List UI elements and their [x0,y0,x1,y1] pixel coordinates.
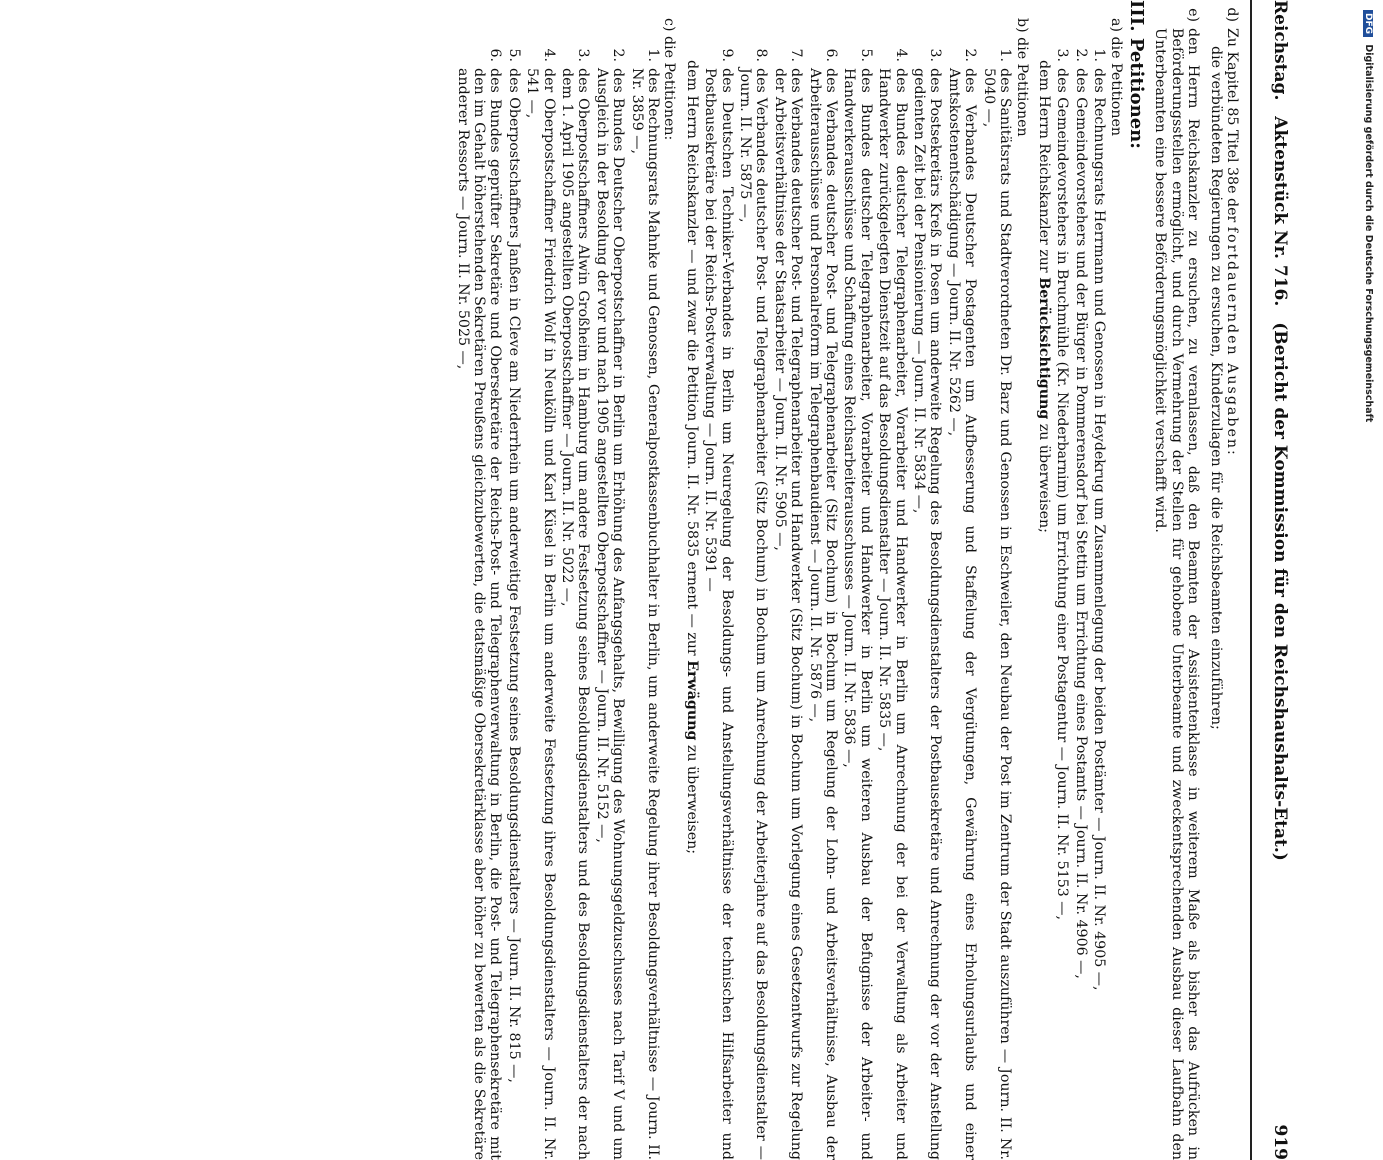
section-d-text [1207,28,1240,1160]
item-number: 4. [876,40,909,68]
item-number: 3. [559,40,592,68]
list-item [505,40,521,1160]
list-item [1054,40,1070,1160]
item-text: des Bundes geprüfter Sekretäre und Obersekretäre der Reichs-Post- und Telegraphenverwaltung in Berlin, die Post- und Telegraphensekretäre mit den im Gehalt höherstehenden Sekretären Preußens gleichzubewerten, die etatsmäßige Obersekretärklasse aber höher zu bewerten als die Sekretäre anderer Ressorts — Journ. II. Nr. 5025 —, [454,68,503,1160]
section-d-label: d) [1207,0,1240,28]
item-text: des Oberpostschaffners Janßen in Cleve am Niederrhein um anderweitige Festsetzung seines Besoldungsdienstalters — Journ. II. Nr. 815 —, [505,68,521,1160]
list-item [593,40,626,1160]
section-3-title: Petitionen: [1126,38,1147,149]
item-number: 1. [980,40,1013,68]
list-item [1072,40,1088,1160]
header-title: (Bericht der Kommission für den Reichshaushalts-Etat.) [1270,322,1290,861]
item-number: 2. [946,40,979,68]
page-header [1250,0,1290,1160]
item-text: des Rechnungsrats Mahnke und Genossen, Generalpostkassenbuchhalter in Berlin, um anderweite Regelung ihrer Besoldungsverhältnisse — Journ. II. Nr. 3859 —, [628,68,661,1160]
petitions-b-list [702,0,1013,1160]
closing-text-end: zu überweisen; [684,745,700,854]
item-text: des Gemeindevorstehers und der Bürger in Pommerensdorf bei Stettin um Errichtung eines Postamts — Journ. II. Nr. 4906 —, [1072,68,1088,1160]
list-item [702,40,735,1160]
item-number: 2. [1072,40,1088,68]
item-number: 5. [505,40,521,68]
item-text: der Oberpostschaffner Friedrich Wolf in Neukölln und Karl Küsel in Berlin um anderweite Festsetzung ihres Besoldungsdienstalters — Journ. II. Nr. 541 —, [524,68,557,1160]
section-3-label: III. [1126,0,1147,32]
list-item [628,40,661,1160]
petitions-a-closing [1036,0,1052,1160]
document-body [452,0,1240,1160]
closing-emphasis: Berücksichtigung [1036,277,1052,419]
page-number: 919 [1270,1125,1290,1160]
item-text: des Postsekretärs Kreß in Posen um anderweite Regelung des Besoldungsdienstalters der Postbausekretäre und Anrechnung der vor der Anstellung gedienten Zeit bei der Pensionierung — Journ. II. Nr. 5834 —, [911,68,944,1160]
item-text: des Verbandes deutscher Post- und Telegraphenarbeiter (Sitz Bochum) in Bochum um Regelung der Lohn- und Arbeitsverhältnisse, Ausbau der Arbeiterausschüsse und Personalreform im Telegraphenbaudienst — Journ. II. Nr. 5876 —, [806,68,839,1160]
item-text: des Bundes Deutscher Oberpostschaffner in Berlin um Erhöhung des Anfangsgehalts, Bewilligung des Wohnungsgeldzuschusses nach Tarif V und um Ausgleich in der Besoldung der vor und nach 1905 angestellten Oberpostschaffner — Journ. II. Nr. 5152 —, [593,68,626,1160]
item-text: des Bundes deutscher Telegraphenarbeiter, Vorarbeiter und Handwerker in Berlin um Anrechnung der bei der Verwaltung als Arbeiter und Handwerker zurückgelegten Dienstzeit auf das Besoldungsdienstalter — Journ. II. Nr. 5835 —, [876,68,909,1160]
closing-text-end: zu überweisen; [1036,424,1052,533]
list-item [876,40,909,1160]
list-item [454,40,503,1160]
header-aktenstueck: Aktenstück Nr. 716. [1270,116,1290,306]
item-number: 1. [628,40,661,68]
item-text: des Rechnungsrats Herrmann und Genossen in Heydekrug um Zusammenlegung der beiden Postämter — Journ. II. Nr. 4905 —, [1091,68,1107,1160]
section-e [1152,0,1201,1160]
item-text: des Verbandes Deutscher Postagenten um Aufbesserung und Staffelung der Vergütungen, Gewährung eines Erholungsurlaubs und einer Amtskostenentschädigung — Journ. II. Nr. 5262 —, [946,68,979,1160]
section-e-text: den Herrn Reichskanzler zu ersuchen, zu veranlassen, daß den Beamten der Assistentenklasse in weiterem Maße als bisher das Aufrücken in Beförderungsstellen ermöglicht, und durch Vermehrung der Stellen für gehobene Unterbeamte und zweckentsprechenden Ausbau dieser Laufbahn den Unterbeamten eine bessere Beförderungsmöglichkeit verschafft wird. [1152,28,1201,1160]
list-item [771,40,804,1160]
item-number: 7. [771,40,804,68]
credit-text-block [1363,10,1374,422]
closing-text: dem Herrn Reichskanzler zur [1036,60,1052,273]
list-item [946,40,979,1160]
petitions-b-label: b) die Petitionen [1013,0,1029,1160]
item-text: des Deutschen Techniker-Verbandes in Berlin um Neuregelung der Besoldungs- und Anstellungsverhältnisse der technischen Hilfsarbeiter und Postbausekretäre bei der Reichs-Postverwaltung — Journ. II. Nr. 5391 — [702,68,735,1160]
list-item [524,40,557,1160]
item-number: 9. [702,40,735,68]
section-e-label: e) [1152,0,1201,28]
item-number: 6. [454,40,503,68]
petitions-c-label: c) die Petitionen: [661,0,677,1160]
item-number: 8. [737,40,770,68]
petitions-b-closing [683,0,699,1160]
item-number: 3. [911,40,944,68]
item-number: 4. [524,40,557,68]
digitization-credit [1356,10,1376,610]
list-item [980,40,1013,1160]
list-item [1091,40,1107,1160]
item-text: des Verbandes deutscher Post- und Telegraphenarbeiter (Sitz Bochum) in Bochum um Anrechnung der Arbeiterjahre auf das Besoldungsdienstalter — Journ. II. Nr. 5875 —, [737,68,770,1160]
header-reichstag: Reichstag. [1270,0,1290,100]
rotated-document-page [70,0,1300,840]
item-number: 2. [593,40,626,68]
section-d-line1a: Zu Kapitel 85 Titel 38e der [1224,28,1240,222]
section-3-heading [1128,0,1144,1160]
petitions-a-list [1054,0,1107,1160]
item-number: 3. [1054,40,1070,68]
section-d-line1b: fortdauernden Ausgaben: [1224,227,1240,457]
item-text: des Gemeindevorstehers in Bruchmühle (Kr. Niederbarnim) um Errichtung einer Postagentur — Journ. II. Nr. 5153 —, [1054,68,1070,1160]
header-left [1270,0,1290,871]
list-item [841,40,874,1160]
closing-text: dem Herrn Reichskanzler — und zwar die Petition Journ. II. Nr. 5835 ernent — zur [684,60,700,656]
section-d-line2: die verbündeten Regierungen zu ersuchen, Kinderzulagen für die Reichsbeamten einzuführen; [1207,28,1223,1160]
item-number: 6. [806,40,839,68]
item-text: des Verbandes deutscher Post- und Telegraphenarbeiter und Handwerker (Sitz Bochum) in Bochum um Vorlegung eines Gesetzentwurfs zur Regelung der Arbeitsverhältnisse der Staatsarbeiter — Journ. II. Nr. 5905 —, [771,68,804,1160]
petitions-a-label: a) die Petitionen [1107,0,1123,1160]
item-text: des Bundes deutscher Telegraphenarbeiter, Vorarbeiter und Handwerker in Berlin um weiteren Ausbau der Befugnisse der Arbeiter- und Handwerkerausschüsse und Schaffung eines Reichsarbeiterausschusses — Journ. II. Nr. 5836 —, [841,68,874,1160]
dfg-logo: DFG [1363,10,1373,37]
list-item [911,40,944,1160]
item-text: des Sanitätsrats und Stadtverordneten Dr. Barz und Genossen in Eschweiler, den Neubau der Post im Zentrum der Stadt auszuführen — Journ. II. Nr. 5040 —, [980,68,1013,1160]
list-item [737,40,770,1160]
item-number: 1. [1091,40,1107,68]
credit-text: Digitalisierung gefördert durch die Deutsche Forschungsgemeinschaft [1363,44,1374,422]
item-number: 5. [841,40,874,68]
petitions-c-list [454,0,661,1160]
list-item [559,40,592,1160]
list-item [806,40,839,1160]
section-d [1207,0,1240,1160]
item-text: des Oberpostschaffners Alwin Großheim in Hamburg um andere Festsetzung seines Besoldungsdienstalters und des Besoldungsdienstalters der nach dem 1. April 1905 angestellten Oberpostschaffner — Journ. II. Nr. 5022 —, [559,68,592,1160]
closing-emphasis: Erwägung [684,660,700,740]
